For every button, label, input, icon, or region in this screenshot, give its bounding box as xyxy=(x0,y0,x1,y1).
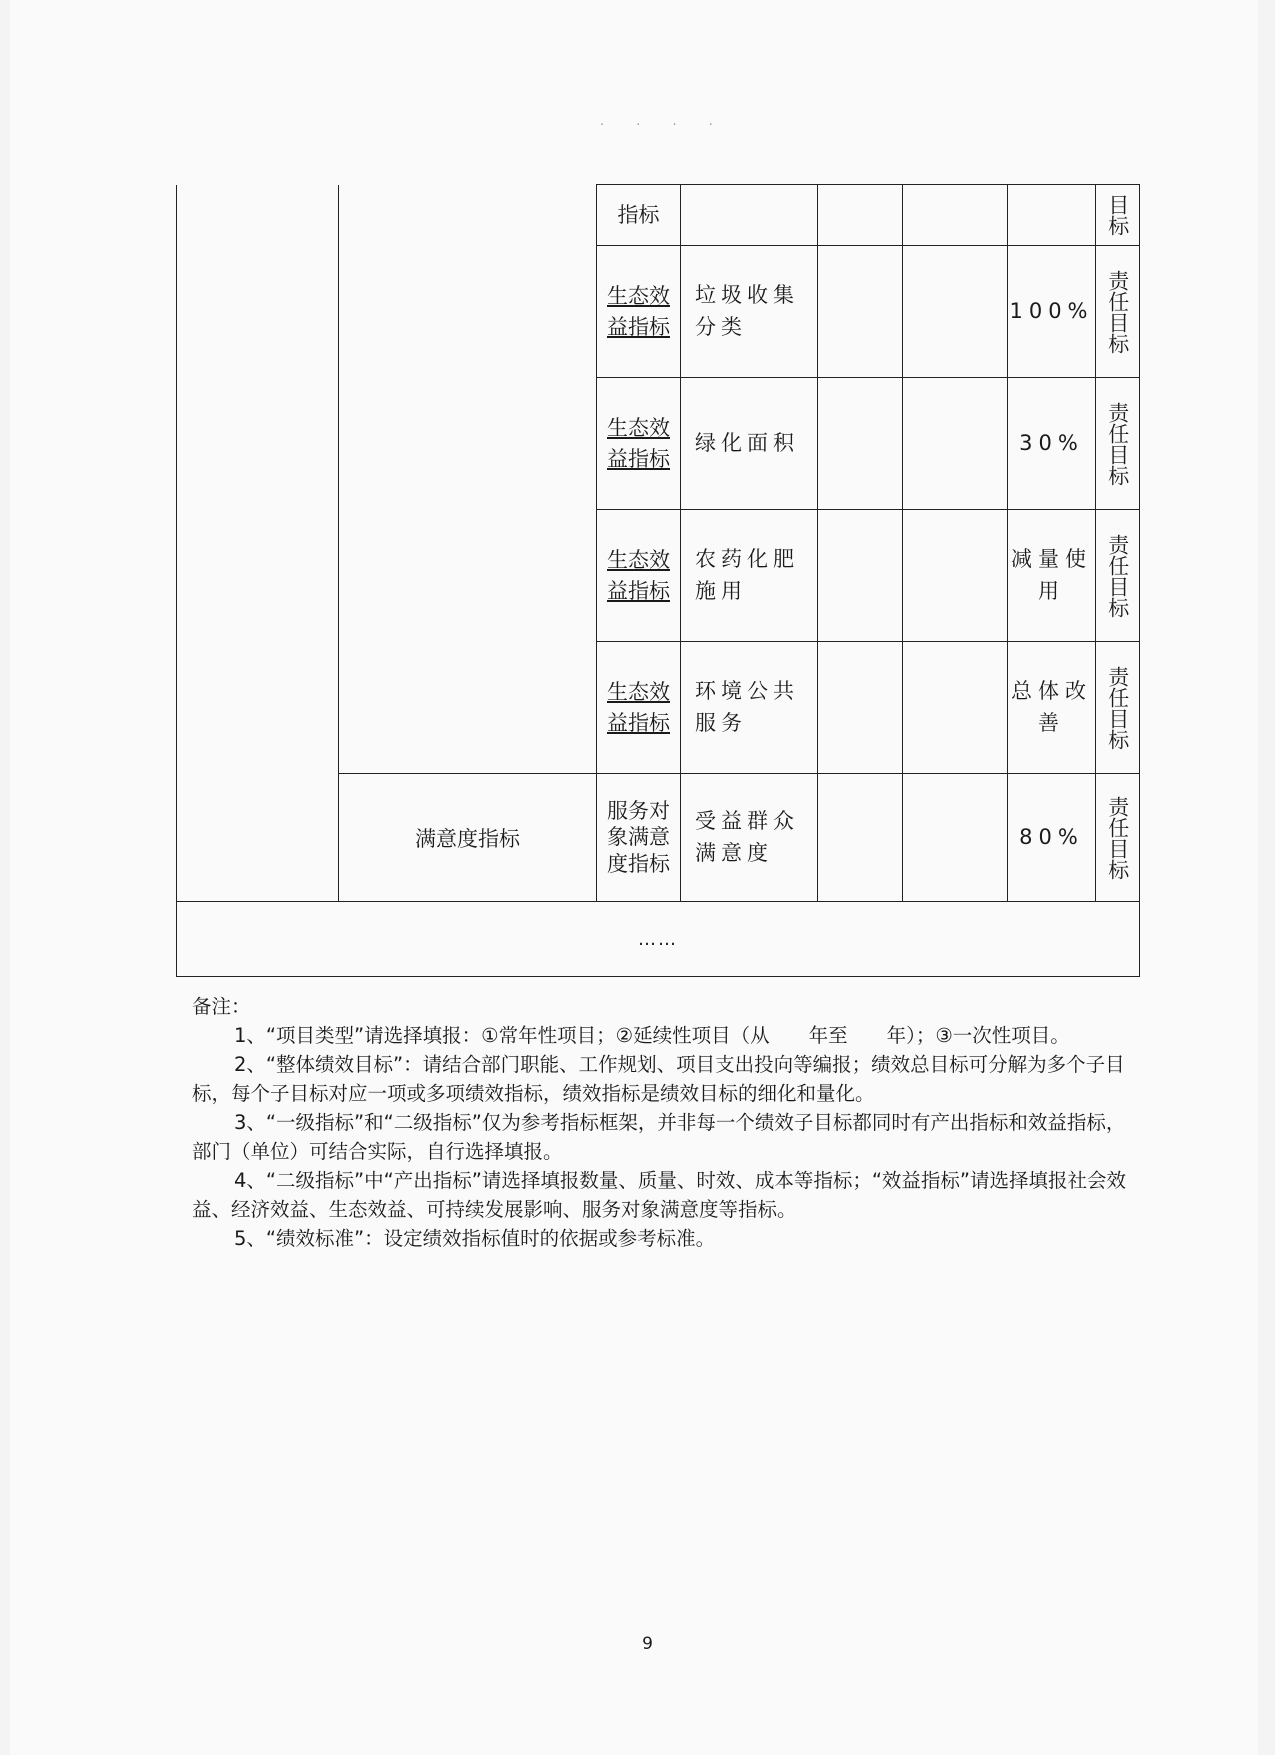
blank-cell xyxy=(818,378,903,510)
level3-cell: 农药化肥施用 xyxy=(681,510,818,642)
level2-cell: 生态效益指标 xyxy=(597,642,681,774)
note-cell: 目标 xyxy=(1096,185,1140,246)
document-page xyxy=(10,0,1258,1755)
level2-cell: 服务对象满意度指标 xyxy=(597,774,681,902)
note-item: 5、“绩效标准”：设定绩效指标值时的依据或参考标准。 xyxy=(234,1227,716,1250)
note-cell: 责任目标 xyxy=(1096,774,1140,902)
level3-cell: 环境公共服务 xyxy=(681,642,818,774)
note-item: 1、“项目类型”请选择填报：①常年性项目；②延续性项目（从 年至 年）；③一次性项目。 xyxy=(234,1024,1070,1047)
level1-name-blank-cell xyxy=(339,185,597,774)
table-row xyxy=(177,185,1140,246)
blank-cell xyxy=(903,642,1008,774)
level3-cell: 绿化面积 xyxy=(681,378,818,510)
note-cell: 责任目标 xyxy=(1096,378,1140,510)
note-cell: 责任目标 xyxy=(1096,246,1140,378)
blank-cell xyxy=(903,378,1008,510)
blank-cell xyxy=(1008,185,1096,246)
blank-cell xyxy=(903,774,1008,902)
value-cell: 30% xyxy=(1008,378,1096,510)
note-cell: 责任目标 xyxy=(1096,510,1140,642)
value-cell: 100% xyxy=(1008,246,1096,378)
table-row xyxy=(177,902,1140,977)
performance-indicator-table xyxy=(176,184,1140,977)
page-number: 9 xyxy=(642,1634,653,1654)
level2-cell: 生态效益指标 xyxy=(597,378,681,510)
ellipsis-cell: …… xyxy=(177,902,1140,977)
scan-artifact: · · · · xyxy=(600,118,727,133)
level2-cell: 生态效益指标 xyxy=(597,246,681,378)
note-cell: 责任目标 xyxy=(1096,642,1140,774)
note-item: 4、“二级指标”中“产出指标”请选择填报数量、质量、时效、成本等指标；“效益指标”请选择填报社会效益、经济效益、生态效益、可持续发展影响、服务对象满意度等指标。 xyxy=(192,1169,1127,1221)
level3-cell xyxy=(681,185,818,246)
value-cell: 减量使用 xyxy=(1008,510,1096,642)
blank-cell xyxy=(818,246,903,378)
blank-cell xyxy=(903,510,1008,642)
blank-cell xyxy=(818,642,903,774)
note-item: 3、“一级指标”和“二级指标”仅为参考指标框架，并非每一个绩效子目标都同时有产出指标和效益指标，部门（单位）可结合实际，自行选择填报。 xyxy=(192,1111,1126,1163)
notes-section xyxy=(192,992,1132,1253)
level2-cell: 生态效益指标 xyxy=(597,510,681,642)
notes-title: 备注： xyxy=(192,995,251,1018)
level3-cell: 受益群众满意度 xyxy=(681,774,818,902)
level2-cell: 指标 xyxy=(597,185,681,246)
value-cell: 总体改善 xyxy=(1008,642,1096,774)
value-cell: 80% xyxy=(1008,774,1096,902)
blank-cell xyxy=(818,510,903,642)
level1-blank-cell xyxy=(177,185,339,902)
blank-cell xyxy=(903,185,1008,246)
blank-cell xyxy=(818,774,903,902)
note-item: 2、“整体绩效目标”：请结合部门职能、工作规划、项目支出投向等编报；绩效总目标可分解为多个子目标，每个子目标对应一项或多项绩效指标，绩效指标是绩效目标的细化和量化。 xyxy=(192,1053,1125,1105)
blank-cell xyxy=(818,185,903,246)
level1-satisfaction-cell: 满意度指标 xyxy=(339,774,597,902)
blank-cell xyxy=(903,246,1008,378)
level3-cell: 垃圾收集分类 xyxy=(681,246,818,378)
